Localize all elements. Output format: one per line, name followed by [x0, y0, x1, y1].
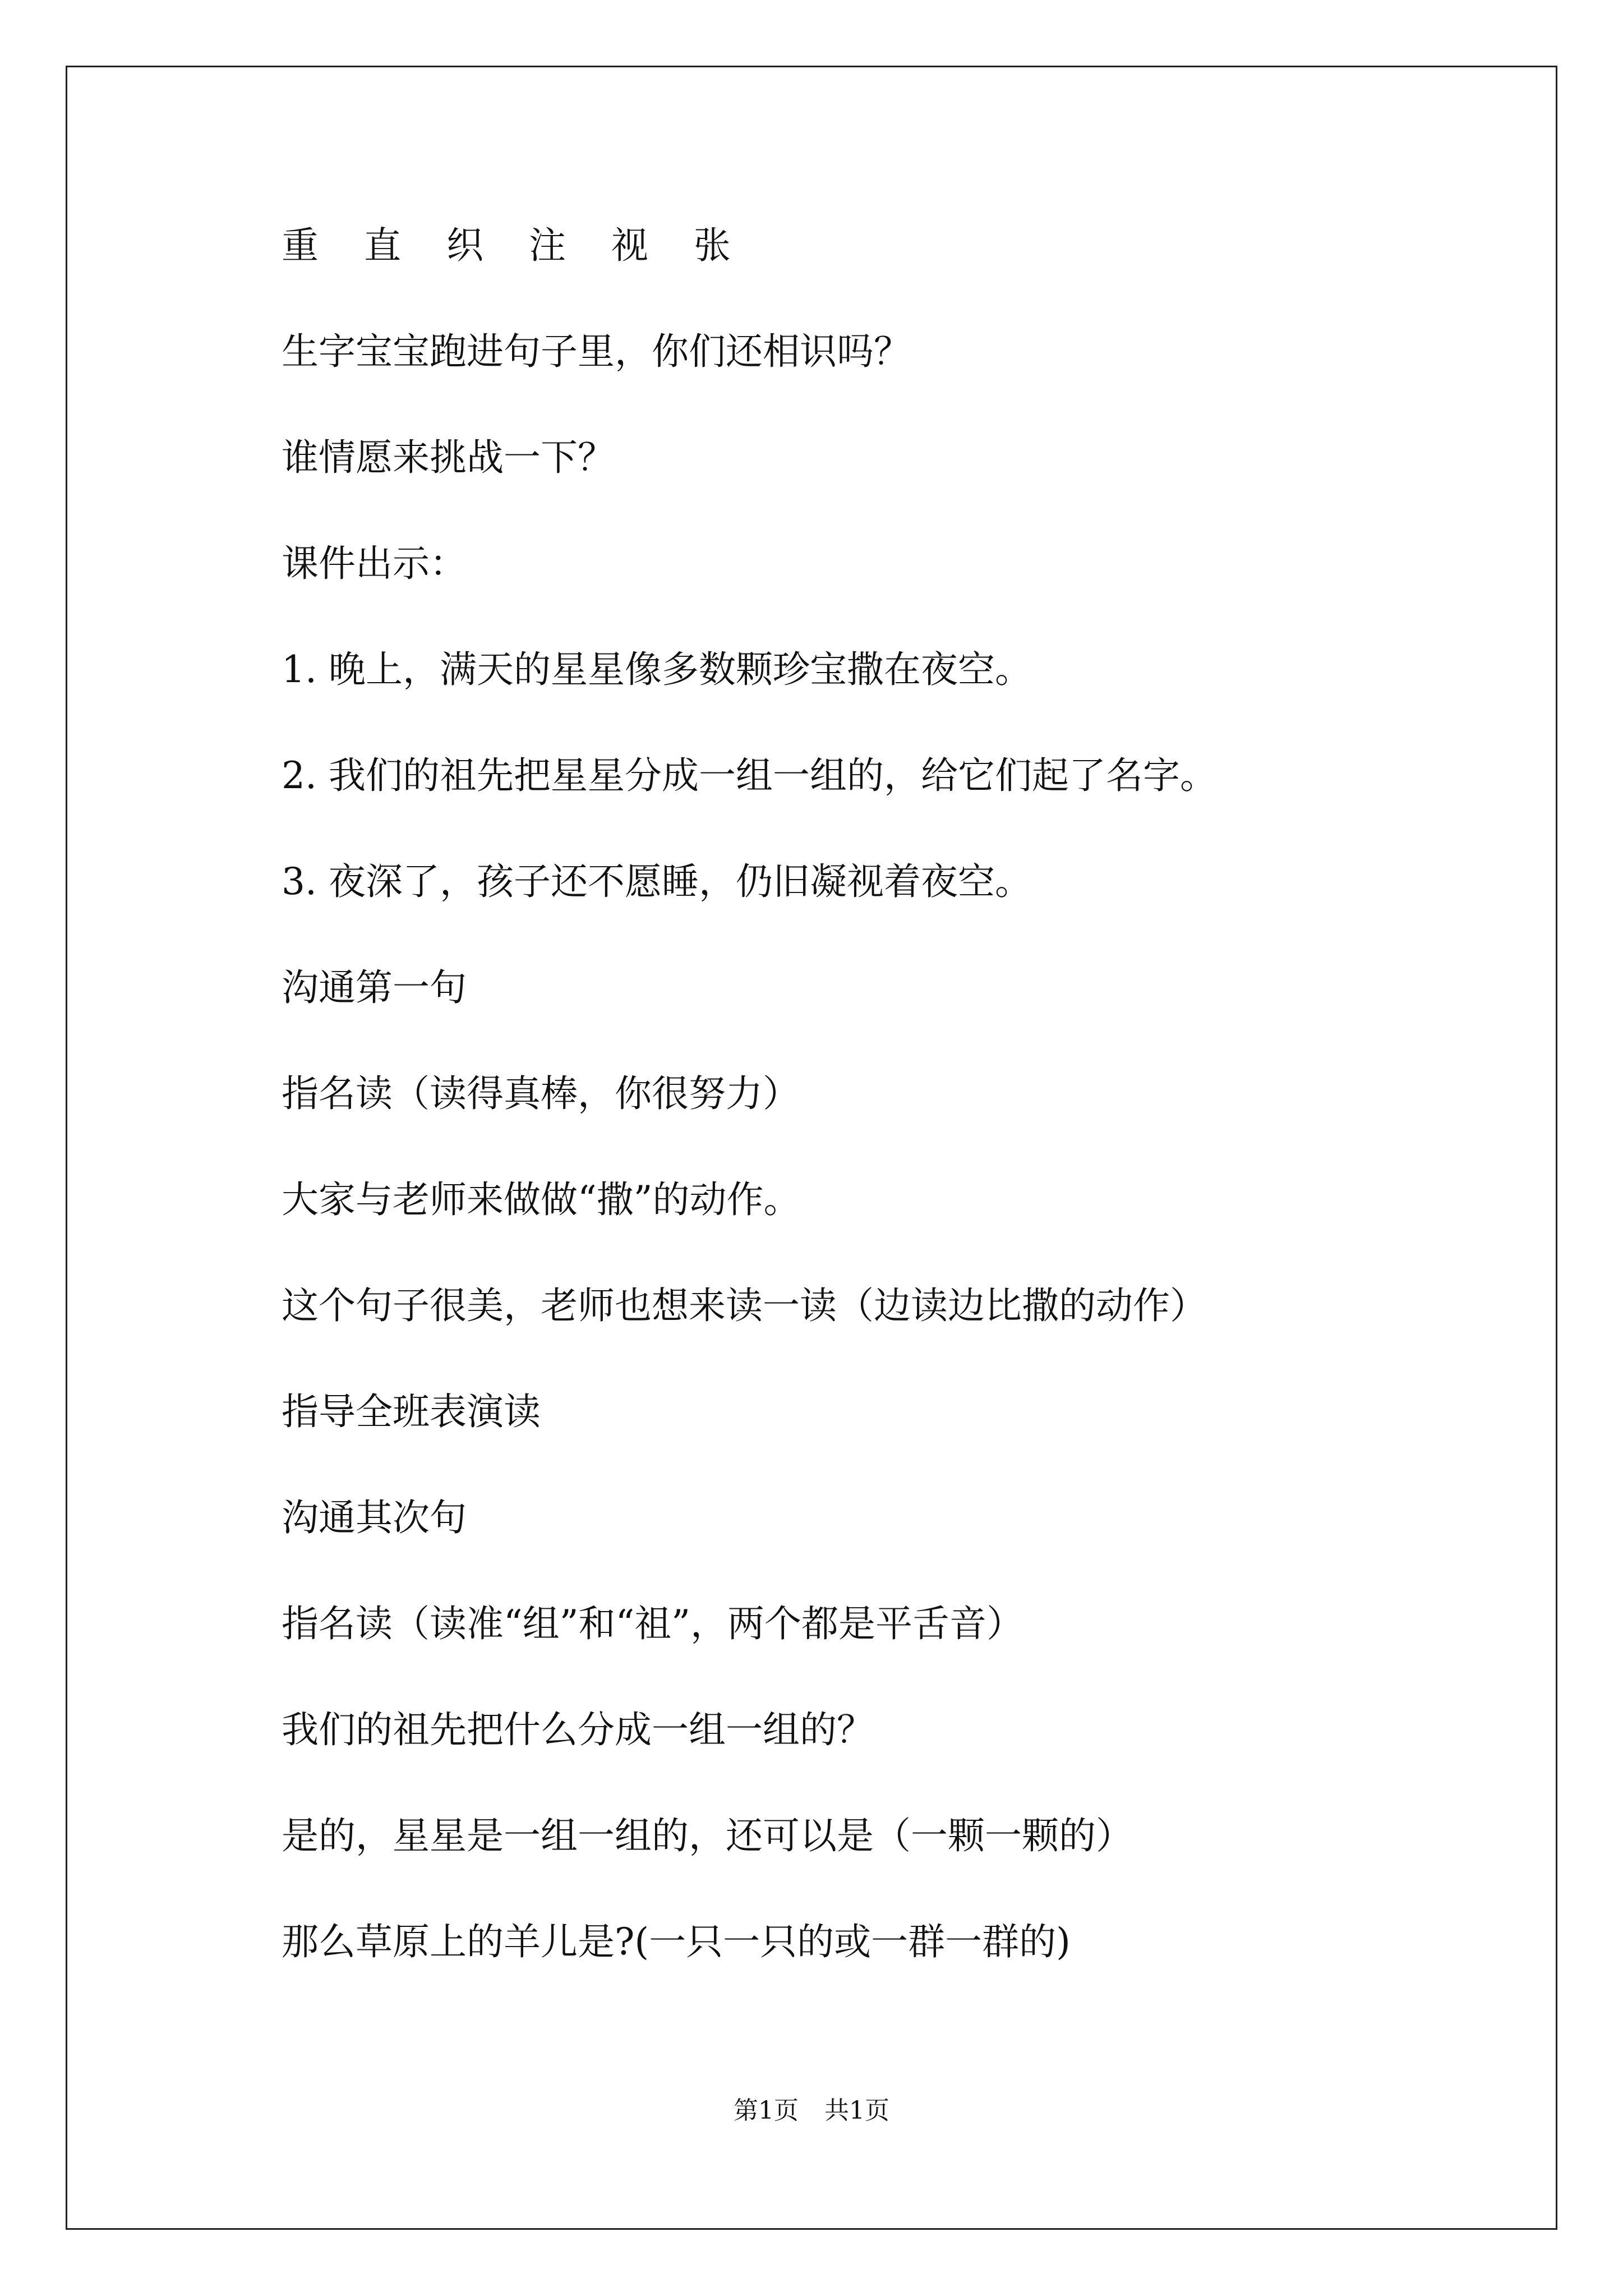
- numbered-sentence: 1. 晚上，满天的星星像多数颗珍宝撒在夜空。: [282, 648, 1032, 691]
- paragraph: 是的，星星是一组一组的，还可以是（一颗一颗的）: [282, 1814, 1133, 1857]
- paragraph: 课件出示：: [282, 542, 467, 585]
- numbered-sentence: 3. 夜深了，孩子还不愿睡，仍旧凝视着夜空。: [282, 860, 1032, 903]
- paragraph: 指导全班表演读: [282, 1390, 541, 1433]
- page-total: 共1页: [824, 2096, 889, 2125]
- vocabulary-line: 重 直 织 注 视 张: [282, 224, 748, 267]
- paragraph: 生字宝宝跑进句子里，你们还相识吗？: [282, 330, 911, 373]
- document-body: [282, 226, 1515, 2028]
- paragraph: 指名读（读准“组”和“祖”，两个都是平舌音）: [282, 1602, 1023, 1645]
- paragraph: 那么草原上的羊儿是?(一只一只的或一群一群的): [282, 1920, 1071, 1963]
- page-number: 第1页: [734, 2096, 799, 2125]
- numbered-sentence: 2. 我们的祖先把星星分成一组一组的，给它们起了名字。: [282, 754, 1217, 797]
- page-footer: [0, 2097, 1623, 2125]
- paragraph: 我们的祖先把什么分成一组一组的？: [282, 1708, 874, 1751]
- paragraph: 大家与老师来做做“撒”的动作。: [282, 1178, 801, 1221]
- paragraph: 这个句子很美，老师也想来读一读（边读边比撒的动作）: [282, 1284, 1207, 1327]
- section-heading: 沟通第一句: [282, 966, 467, 1009]
- paragraph: 谁情愿来挑战一下？: [282, 436, 615, 479]
- paragraph: 指名读（读得真棒，你很努力）: [282, 1072, 800, 1115]
- section-heading: 沟通其次句: [282, 1496, 467, 1539]
